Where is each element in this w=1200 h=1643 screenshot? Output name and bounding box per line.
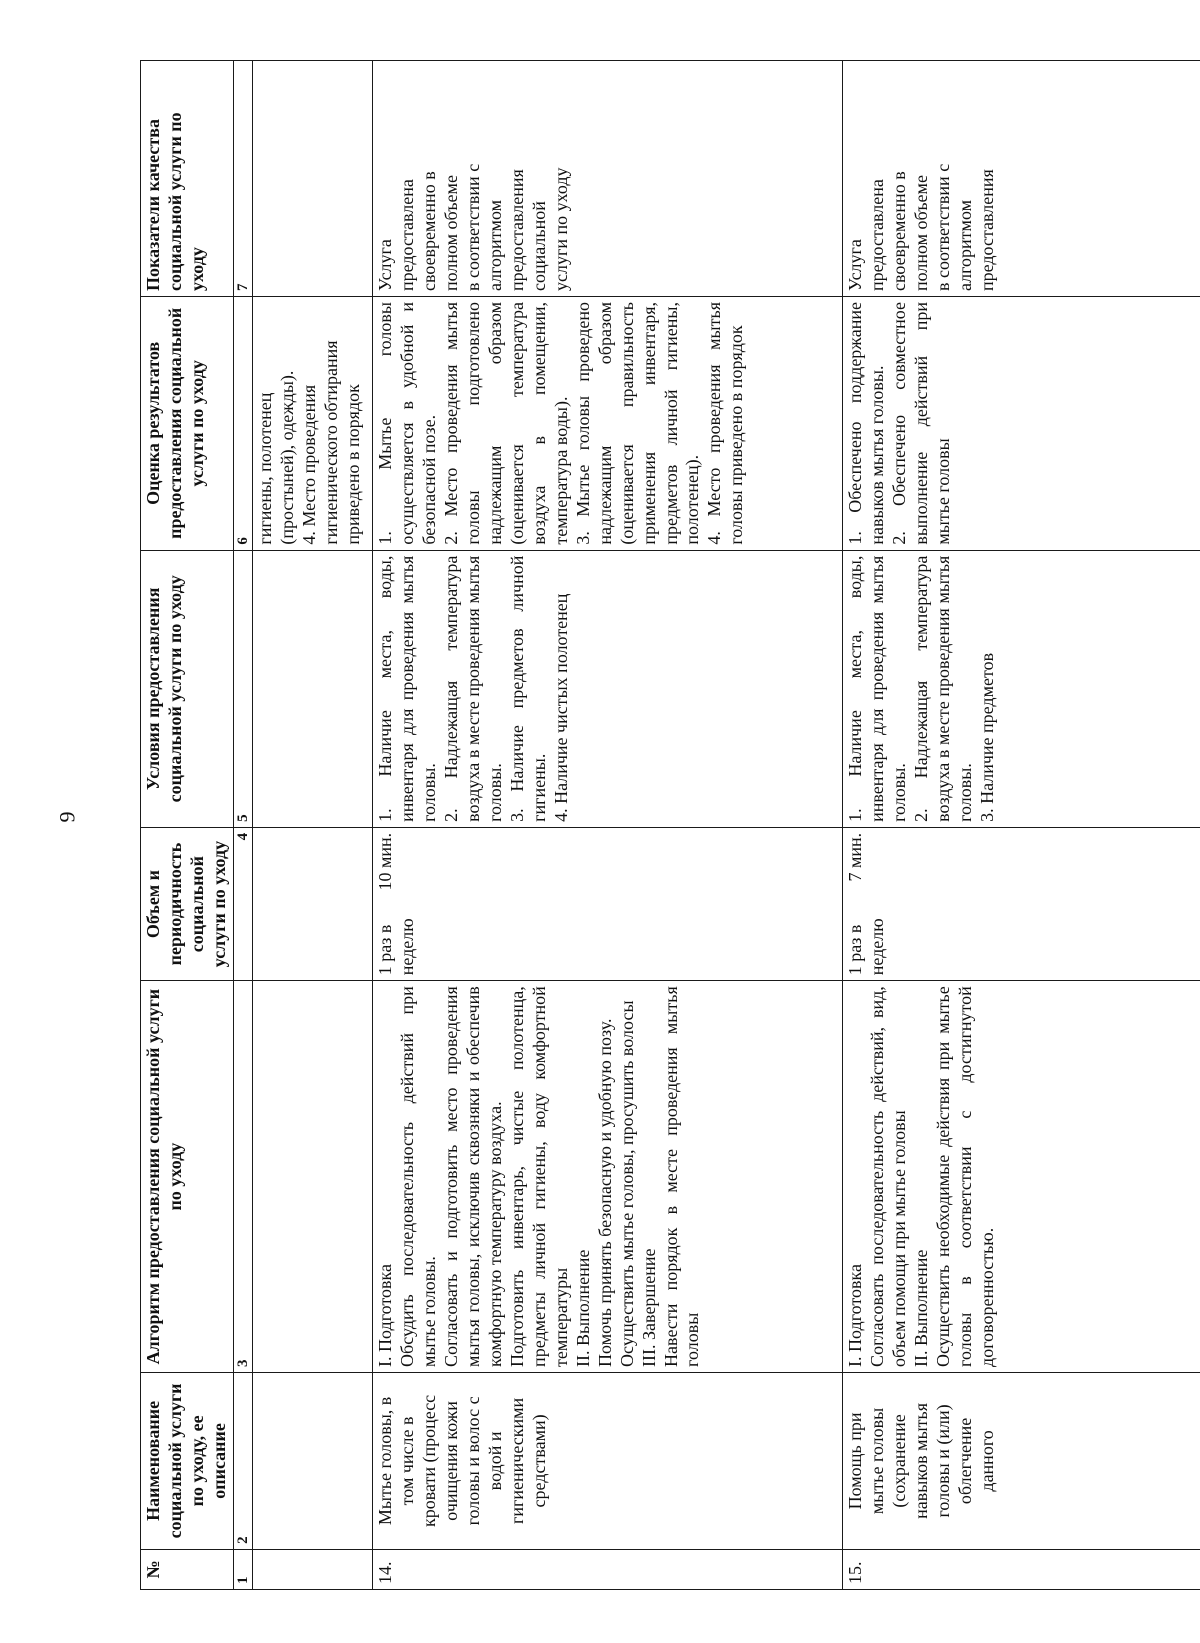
conditions: 1. Наличие места, воды, инвентаря для проведения мытья головы. 2. Надлежащая температура воздуха в месте проведения мытья головы. 3. Наличие предметов <box>843 550 1200 827</box>
header-quality: Показатели качества социальной услуги по уходу <box>141 61 234 297</box>
evaluation: 1. Обеспечено поддержание навыков мытья головы. 2. Обеспечено совместное выполнение действий при мытье головы <box>843 297 1200 551</box>
services-table <box>140 60 1200 1590</box>
volume-frequency <box>373 827 843 980</box>
table-row <box>373 61 843 1590</box>
header-number: № <box>141 1549 234 1589</box>
document-table-rotated <box>140 60 1200 1590</box>
evaluation: 1. Мытье головы осуществляется в удобной и безопасной позе. 2. Место проведения мытья головы подготовлено надлежащим образом (оценивается температура воздуха в помещении, температура воды). 3. Мытье головы проведено надлежащим образом (оценивается правильность применения инвентаря, предметов личной гигиены, полотенец). 4. Место проведения мытья головы приведено в порядок <box>373 297 843 551</box>
frequency: 1 раз в неделю <box>375 918 418 976</box>
service-name: Помощь при мытье головы (сохранение навыков мытья головы и (или) облегчение данного <box>843 1372 1200 1549</box>
frequency: 1 раз в неделю <box>845 918 888 976</box>
header-service-name: Наименование социальной услуги по уходу, ее описание <box>141 1372 234 1549</box>
page-number: 9 <box>54 811 80 823</box>
service-name: Мытье головы, в том числе в кровати (процесс очищения кожи головы и волос с водой и гигиеническими средствами) <box>373 1372 843 1549</box>
header-row <box>141 61 234 1590</box>
quality-indicators: Услуга предоставлена своевременно в полном объеме в соответствии с алгоритмом предоставления <box>843 61 1200 297</box>
column-number: 7 <box>233 61 252 297</box>
algorithm: I. Подготовка Обсудить последовательность действий при мытье головы. Согласовать и подготовить место проведения мытья головы, исключив сквозняки и обеспечив комфортную температуру воздуха. Подготовить инвентарь, чистые полотенца, предметы личной гигиены, воду комфортной температуры II. Выполнение Помочь принять безопасную и удобную позу. Осуществить мытье головы, просушить волосы III. Завершение Навести порядок в месте проведения мытья головы <box>373 981 843 1373</box>
header-evaluation: Оценка результатов предоставления социальной услуги по уходу <box>141 297 234 551</box>
algorithm: I. Подготовка Согласовать последовательность действий, вид, объем помощи при мытье головы II. Выполнение Осуществить необходимые действия при мытье головы в соответствии с достигнутой договоренностью. <box>843 981 1200 1373</box>
header-algorithm: Алгоритм предоставления социальной услуги по уходу <box>141 981 234 1373</box>
header-volume: Объем и периодичность социальной услуги по уходу <box>141 827 234 980</box>
table-row <box>843 61 1200 1590</box>
duration: 10 мин. <box>375 832 396 891</box>
column-number: 4 <box>233 827 252 980</box>
header-conditions: Условия предоставления социальной услуги по уходу <box>141 550 234 827</box>
column-number: 2 <box>233 1372 252 1549</box>
row-number: 14. <box>373 1549 843 1589</box>
column-number: 3 <box>233 981 252 1373</box>
duration: 7 мин. <box>845 832 866 882</box>
column-number: 1 <box>233 1549 252 1589</box>
continuation-row <box>253 61 373 1590</box>
continuation-evaluation: гигиены, полотенец (простыней), одежды). 4. Место проведения гигиенического обтирания приведено в порядок <box>253 297 373 551</box>
conditions: 1. Наличие места, воды, инвентаря для проведения мытья головы. 2. Надлежащая температура воздуха в месте проведения мытья головы. 3. Наличие предметов личной гигиены. 4. Наличие чистых полотенец <box>373 550 843 827</box>
quality-indicators: Услуга предоставлена своевременно в полном объеме в соответствии с алгоритмом предоставления социальной услуги по уходу <box>373 61 843 297</box>
column-number: 5 <box>233 550 252 827</box>
row-number: 15. <box>843 1549 1200 1589</box>
volume-frequency <box>843 827 1200 980</box>
column-number-row <box>233 61 252 1590</box>
column-number: 6 <box>233 297 252 551</box>
